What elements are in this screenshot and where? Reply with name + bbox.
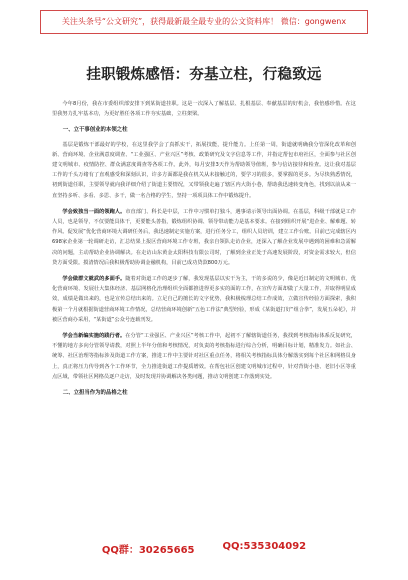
intro-paragraph: 今年8月份，我在市委组织部安排下到某街道挂职。这是一次深入了解基层、扎根基层、奉献基层的好机会，我倍感珍惜。在这里我努力扎牢基本功，为更好胜任各项工作夯实基础，立柱架梁。: [52, 101, 356, 118]
section-1-paragraph-3: [52, 274, 356, 325]
paragraph-4-lead: 学会当新编实施的践行者。: [62, 333, 126, 340]
paragraph-4-text: 在分管“工业强区、产业兴区”考核工作中，起初不了解辖街道任务，我找到考核指标体系反复研究，不懂的地方多向分管领导请教，对照上半年分值和考核情况，对负责的考核指标进行综合分析，明确目标计划，精准发力。如社会、统筹、社区治理等指标涉及街道工作方案，推进工作中主要针对社区重点任务，将相关考核指标具体分解落实到每个社区和网格员身上，真正将压力传导到各个工作环节，全力推进街道工作提质增效。在帮包社区创建文明城市过程中，针对背街小巷、老旧小区等重点区域，带领社区网格员逐户走访，及时发现并协调解决各类问题，推动文明创建工作落到实处。: [52, 333, 356, 380]
document-body: [52, 99, 356, 402]
top-banner: 关注头条号“公文研究”，获得最新最全最专业的公文资料库！ 微信：gongwenx: [40, 10, 368, 34]
section-1-paragraph-2: [52, 207, 356, 268]
footer-contact: [0, 541, 408, 556]
footer-qq: QQ:535304092: [222, 541, 307, 552]
section-1-heading: 一、立干事创业的本领之柱: [62, 127, 128, 134]
section-1-paragraph-4: [52, 331, 356, 382]
paragraph-2-text: 市直部门、科长是中层，工作中习惯单打独斗，遇事请示领导出面协调。在基层，科级干部就是工作人员，也是领导，不仅要能具体干，更要能头善指，锻炼组织协调、领导带动能力是基本要求。在接到组织开展“进企业、解难题、转作风、促发展”优化营商环境大调研任务后，我迅速制定实施方案，进行任务分工，组织人员培训，建立工作台账。目前已完成辖区内698家企业第一轮调研走访，汇总结果上报区营商环境工作专班，我亲自领队走访企业，还深入了解企业发展中遇到的困难和急需解决的问题，主动帮助企业协调解决。在走访山东黄金太阳科技有限公司时，了解到企业正处于高速发展阶段，对资金需求较大，但信贷方面受限。摸清情况后我积极帮助协调金融机构，目前已成功贷款800万元。: [52, 208, 356, 266]
document-title: 挂职锻炼感悟：夯基立柱，行稳致远: [86, 67, 322, 83]
paragraph-3-lead: 学会做群文就武的多面手。: [62, 276, 126, 283]
paragraph-3-text: 随着对街道工作的逐步了解，我发现基层以实干为主，干的多说的少，像是近日制定的文明城市、优化营商环境、发展壮大集体经济、基层网格化治理组织全面都推进得更多实的面的工作，在宣传方面却做了大量工作，并取得明显成效，成绩是做出来的，也是宣传总结出来的。立足自己的擅长的文字优势，我积极梳理总结工作成效，立做宣传经验方面探索，我积极第一个月就根据街道营商环境工作情况，总结营商环境创新“五色工作法”典型经验，形成《某街道打好“组合拳”，发展五朵花》，并被区营商办采用，“某街道”公众号连载刊发。: [52, 276, 356, 323]
section-2-heading: 二、立担当作为的品格之柱: [62, 390, 128, 397]
section-1-paragraph-1: 基层是锻炼干部最好的学校，在这里我学会了真抓实干，拓展技能，提升能力。上任第一周，街道就明确我分管深化改革和创新、营商环境、企业满意度调查、“工业强区、产业兴区”考核、政策研究及文字信息等工作，并指定帮包市府社区，全面参与社区创建文明城市、疫情防控、群众满意度调查等各项工作。此外，每月安排3天作为帮助领导值班，参与信访接待和检查。这让我对基层工作的千头万绪有了直观感受和深刻认识，许多方面都是我在机关从未接触过的，要学习的很多，要掌握的更多。为尽快熟悉情况，初到街道任职，主要领导就向我详细介绍了街道主要情况，又带领我走遍了辖区内大街小巷，帮助我迅速转变角色，找到以前从来一直坚持多听、多看、多思、多干，做一名合格的学生，坚持一项项具体工作中锻炼提升。: [52, 141, 356, 199]
paragraph-2-lead: 学会致独当一面的领跑人。: [62, 208, 126, 215]
footer-qq-group: QQ群：30265665: [101, 545, 195, 556]
